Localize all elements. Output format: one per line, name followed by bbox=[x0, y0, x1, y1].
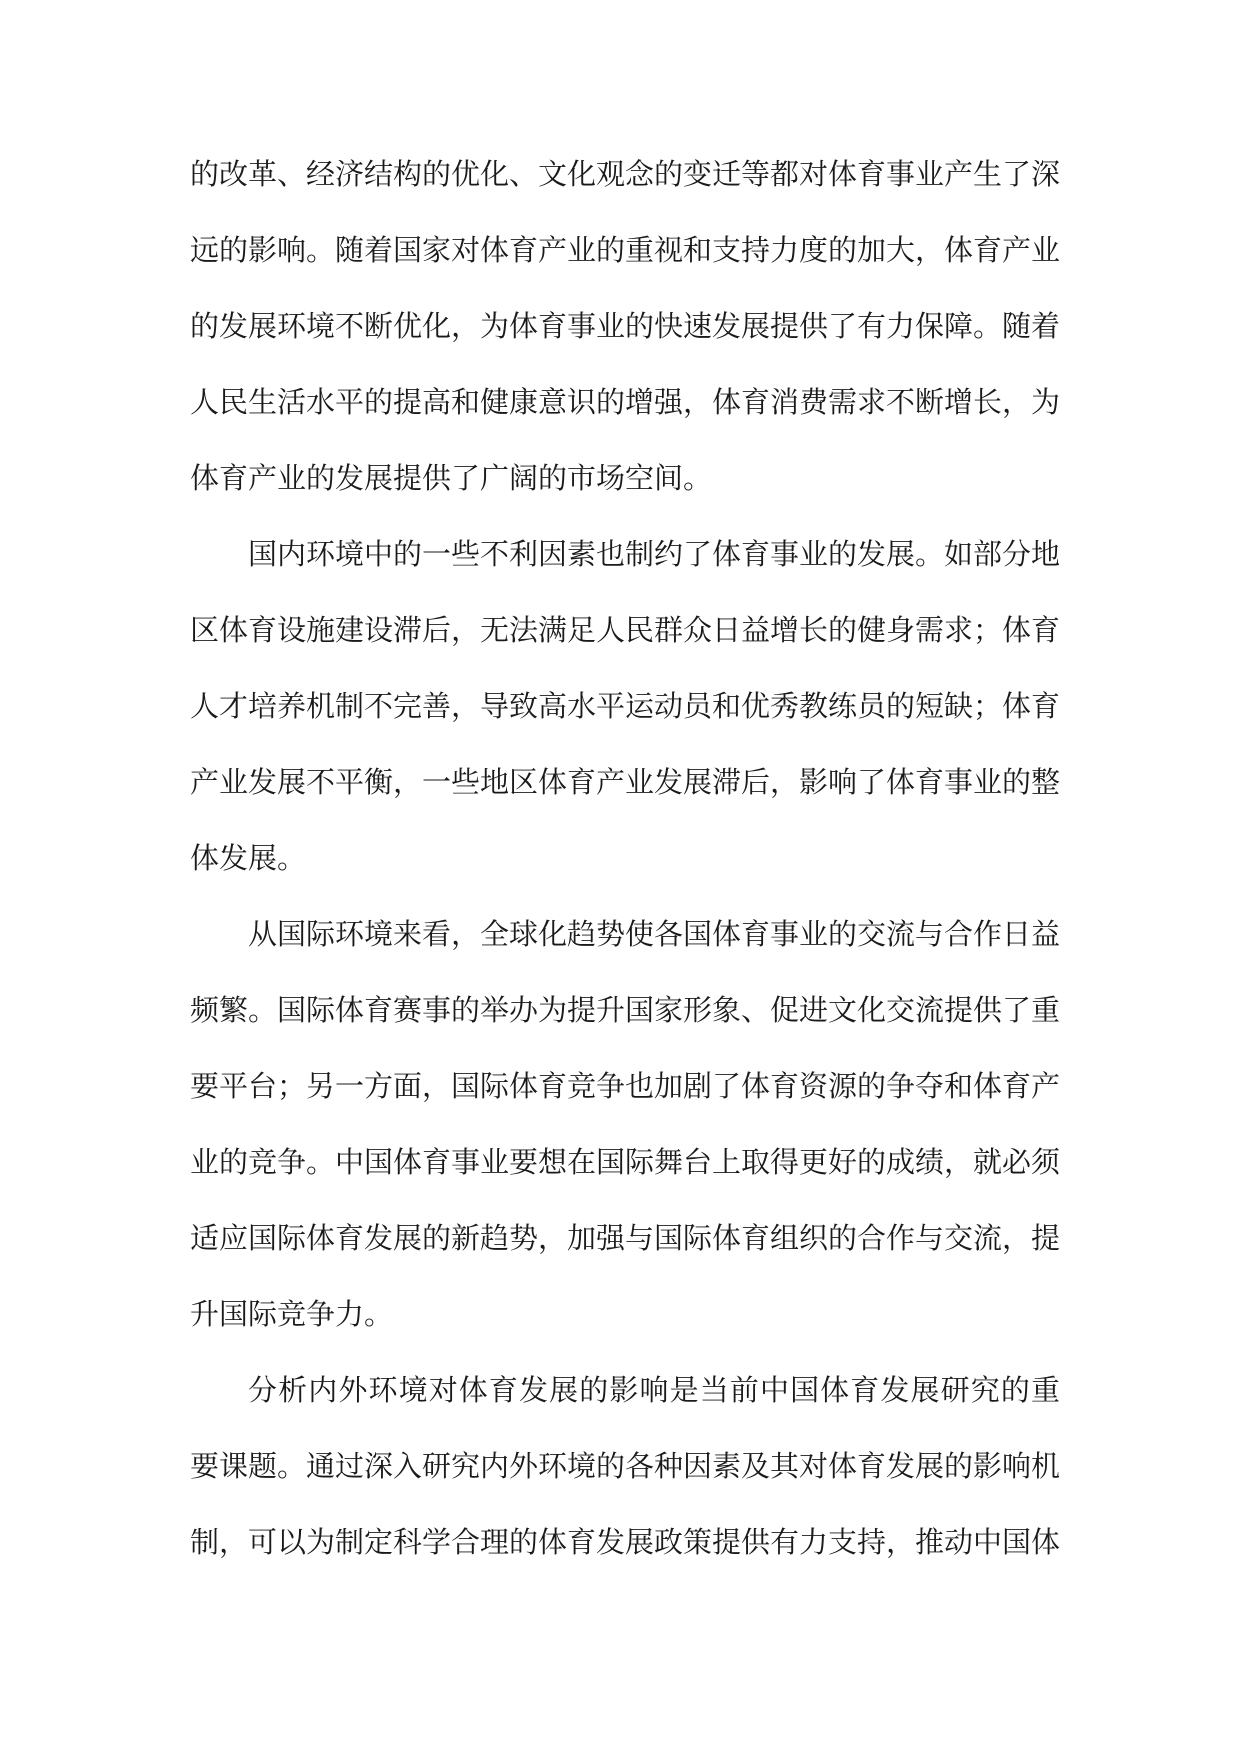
body-text bbox=[190, 136, 1060, 1580]
paragraph-1-line-3: 的发展环境不断优化，为体育事业的快速发展提供了有力保障。随着 bbox=[190, 309, 1060, 343]
paragraph-3-line-2: 频繁。国际体育赛事的举办为提升国家形象、促进文化交流提供了重 bbox=[190, 993, 1060, 1027]
paragraph-3-line-1: 从国际环境来看，全球化趋势使各国体育事业的交流与合作日益 bbox=[248, 917, 1060, 951]
paragraph-2-line-1: 国内环境中的一些不利因素也制约了体育事业的发展。如部分地 bbox=[248, 537, 1060, 571]
paragraph-3-line-3: 要平台；另一方面，国际体育竞争也加剧了体育资源的争夺和体育产 bbox=[190, 1069, 1060, 1103]
paragraph-2-line-3: 人才培养机制不完善，导致高水平运动员和优秀教练员的短缺；体育 bbox=[190, 689, 1060, 723]
paragraph-3-line-6: 升国际竞争力。 bbox=[190, 1297, 394, 1331]
paragraph-3-line-5: 适应国际体育发展的新趋势，加强与国际体育组织的合作与交流，提 bbox=[190, 1221, 1060, 1255]
paragraph-2-line-2: 区体育设施建设滞后，无法满足人民群众日益增长的健身需求；体育 bbox=[190, 613, 1060, 647]
paragraph-4-line-2: 要课题。通过深入研究内外环境的各种因素及其对体育发展的影响机 bbox=[190, 1449, 1060, 1483]
paragraph-4-line-1: 分析内外环境对体育发展的影响是当前中国体育发展研究的重 bbox=[248, 1373, 1060, 1407]
paragraph-4-line-3: 制，可以为制定科学合理的体育发展政策提供有力支持，推动中国体 bbox=[190, 1525, 1060, 1559]
paragraph-1-line-4: 人民生活水平的提高和健康意识的增强，体育消费需求不断增长，为 bbox=[190, 385, 1060, 419]
paragraph-1-line-5: 体育产业的发展提供了广阔的市场空间。 bbox=[190, 461, 713, 495]
paragraph-2-line-4: 产业发展不平衡，一些地区体育产业发展滞后，影响了体育事业的整 bbox=[190, 765, 1060, 799]
paragraph-3-line-4: 业的竞争。中国体育事业要想在国际舞台上取得更好的成绩，就必须 bbox=[190, 1145, 1060, 1179]
paragraph-1-line-2: 远的影响。随着国家对体育产业的重视和支持力度的加大，体育产业 bbox=[190, 233, 1060, 267]
paragraph-2-line-5: 体发展。 bbox=[190, 841, 307, 875]
paragraph-1-line-1: 的改革、经济结构的优化、文化观念的变迁等都对体育事业产生了深 bbox=[190, 157, 1060, 191]
